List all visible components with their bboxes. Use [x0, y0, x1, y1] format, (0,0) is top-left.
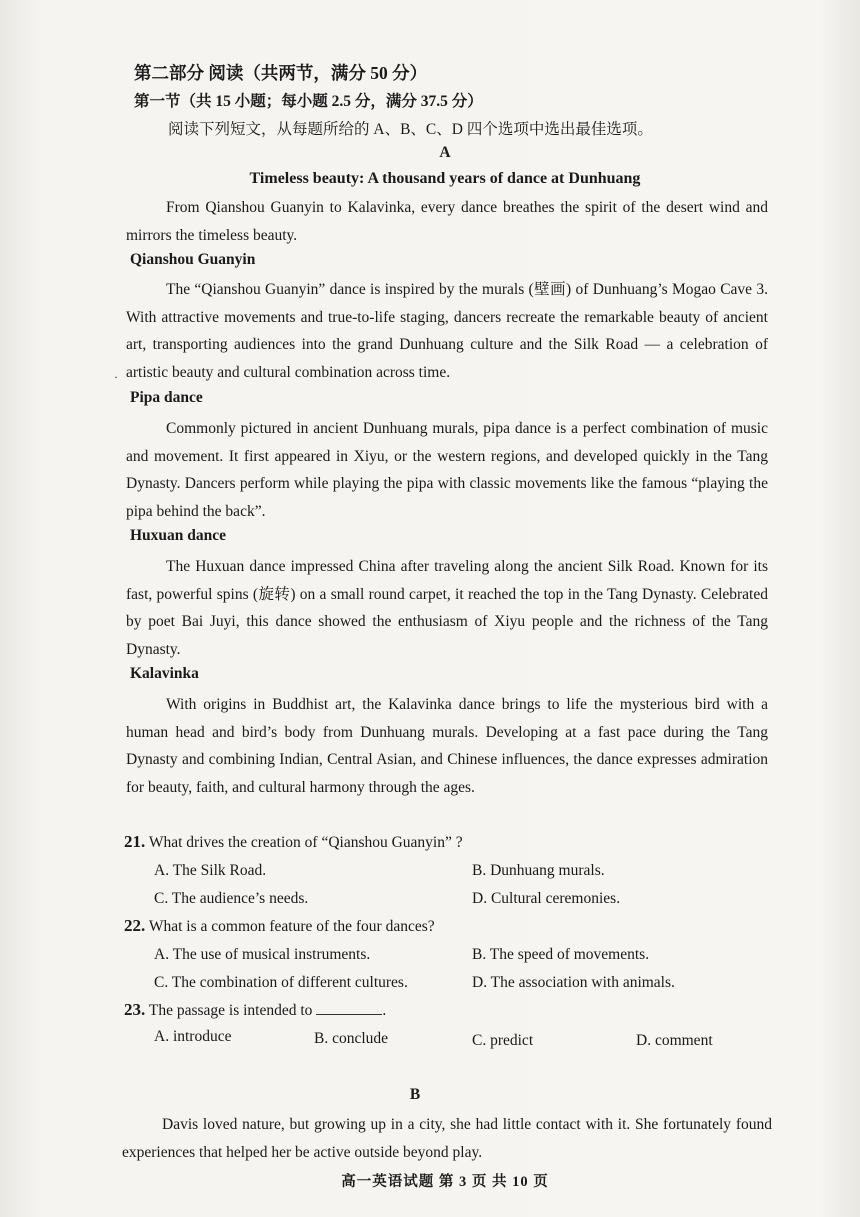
subsection-title: 第一节（共 15 小题；每小题 2.5 分，满分 37.5 分）: [134, 93, 483, 110]
question-stem: What is a common feature of the four dances?: [148, 918, 435, 935]
paragraph-kalavinka: With origins in Buddhist art, the Kalavinka dance brings to life the mysterious bird with a human head and bird’s body from Dunhuang murals. Developing at a fast pace during the Tang Dynasty and combining Indian, Central Asian, and Chinese influences, the dance expresses admiration for beauty, faith, and cultural harmony through the ages.: [126, 696, 768, 796]
q21-option-a: A. The Silk Road.: [154, 862, 267, 879]
question-stem: The passage is intended to: [148, 1002, 313, 1019]
heading-huxuan-dance: Huxuan dance: [130, 527, 227, 544]
q23-option-d: D. comment: [636, 1032, 713, 1049]
passage-a-title: Timeless beauty: A thousand years of dance at Dunhuang: [249, 170, 641, 187]
heading-pipa-dance: Pipa dance: [130, 389, 203, 406]
q22-option-a: A. The use of musical instruments.: [154, 946, 371, 963]
q22-option-c: C. The combination of different cultures.: [154, 974, 408, 991]
passage-a-intro: From Qianshou Guanyin to Kalavinka, every dance breathes the spirit of the desert wind and mirrors the timeless beauty.: [126, 199, 768, 244]
question-22: [124, 916, 435, 936]
q21-option-d: D. Cultural ceremonies.: [472, 890, 621, 907]
q21-option-c: C. The audience’s needs.: [154, 890, 309, 907]
q23-option-b: B. conclude: [314, 1030, 389, 1047]
q22-option-d: D. The association with animals.: [472, 974, 675, 991]
heading-kalavinka: Kalavinka: [130, 665, 199, 682]
heading-qianshou-guanyin: Qianshou Guanyin: [130, 251, 256, 268]
answer-blank: [316, 1000, 382, 1015]
q21-option-b: B. Dunhuang murals.: [472, 862, 605, 879]
passage-b-letter: B: [409, 1086, 421, 1103]
paragraph-pipa-dance: Commonly pictured in ancient Dunhuang murals, pipa dance is a perfect combination of music and movement. It first appeared in Xiyu, or the western regions, and developed quickly in the Tang Dynasty. Dancers perform while playing the pipa with classic movements like the famous “playing the pipa behind the back”.: [126, 420, 768, 520]
instruction: 阅读下列短文，从每题所给的 A、B、C、D 四个选项中选出最佳选项。: [168, 121, 653, 138]
margin-dot: ·: [114, 370, 118, 384]
question-21: [124, 832, 463, 852]
question-number: 22.: [124, 916, 146, 935]
paragraph-qianshou-guanyin: The “Qianshou Guanyin” dance is inspired by the murals (壁画) of Dunhuang’s Mogao Cave 3. With attractive movements and true-to-life staging, dancers recreate the remarkable beauty of ancient art, transporting audiences into the grand Dunhuang culture and the Silk Road — a celebration of artistic beauty and cultural combination across time.: [126, 281, 768, 381]
page-footer: 高一英语试题 第 3 页 共 10 页: [341, 1174, 549, 1190]
question-23: [124, 1000, 386, 1020]
passage-a-letter: A: [439, 144, 451, 161]
section-title: 第二部分 阅读（共两节，满分 50 分）: [134, 63, 428, 83]
paragraph-huxuan-dance: The Huxuan dance impressed China after traveling along the ancient Silk Road. Known for its fast, powerful spins (旋转) on a small round carpet, it reached the top in the Tang Dynasty. Celebrated by poet Bai Juyi, this dance showed the enthusiasm of Xiyu people and the richness of the Tang Dynasty.: [126, 558, 768, 658]
question-stem-end: .: [382, 1002, 387, 1019]
q23-option-c: C. predict: [472, 1032, 534, 1049]
passage-b-text: Davis loved nature, but growing up in a city, she had little contact with it. She fortunately found experiences that helped her be active outside beyond play.: [122, 1116, 772, 1161]
question-stem: What drives the creation of “Qianshou Guanyin” ?: [148, 834, 463, 851]
question-number: 21.: [124, 832, 146, 851]
q22-option-b: B. The speed of movements.: [472, 946, 650, 963]
q23-option-a: A. introduce: [154, 1028, 232, 1045]
question-number: 23.: [124, 1000, 146, 1019]
